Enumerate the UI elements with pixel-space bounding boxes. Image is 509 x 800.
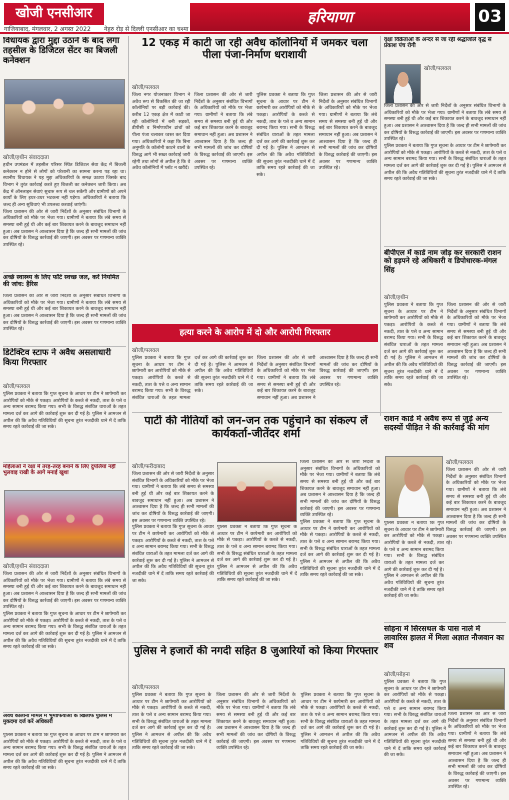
police-story-body <box>132 681 380 798</box>
article-body: पुलिस प्रवक्ता ने बताया कि गुप्त सूचना के आधार पर टीम ने छापेमारी कर आरोपियों को मौके से पकड़ा। आरोपियों के कब्जे से नकदी, ताश के पत्ते व अन्य सामान बरामद किया गया। सभी के विरुद्ध संबंधित धाराओं के तहत मामला दर्ज कर आगे की कार्रवाई शुरू कर दी गई है। पुलिस ने आमजन से अपील की कि अवैध गतिविधियों की सूचना तुरंत नजदीकी थाने में दें ताकि समय रहते कार्रवाई की जा सके। <box>132 693 212 752</box>
divider <box>3 462 126 463</box>
bpl-story-body <box>384 291 506 409</box>
page-number: 03 <box>475 3 505 31</box>
news-photo <box>448 668 505 710</box>
headline: पुलिस ने हजारों की नगदी सहित 8 जुआरियों को किया गिरफ्तार <box>133 645 379 657</box>
story-detective <box>3 348 126 378</box>
article-body: जिला प्रशासन की ओर से जारी निर्देशों के अनुसार संबंधित विभागों के अधिकारियों को मौके पर भेजा गया। ग्रामीणों ने बताया कि लंबे समय से समस्या बनी हुई थी और कई बार शिकायत करने के बावजूद समाधान नहीं हुआ। अब प्रशासन ने आश्वासन दिया है कि जल्द ही सभी मामलों की जांच कर दोषियों के विरुद्ध कार्रवाई की जाएगी। इस अवसर पर गणमान्य व्यक्ति उपस्थित रहे। <box>448 712 506 791</box>
article-body: जिला प्रशासन की ओर से जारी निर्देशों के अनुसार संबंधित विभागों के अधिकारियों को मौके पर भेजा गया। ग्रामीणों ने बताया कि लंबे समय से समस्या बनी हुई थी और कई बार शिकायत करने के बावजूद समाधान नहीं हुआ। अब प्रशासन ने आश्वासन दिया है कि जल्द ही सभी मामलों की जांच कर दोषियों के विरुद्ध कार्रवाई की जाएगी। इस अवसर पर गणमान्य व्यक्ति उपस्थित रहे। <box>446 468 506 547</box>
article-body: जिला प्रशासन की ओर से जारी निर्देशों के अनुसार संबंधित विभागों के अधिकारियों को मौके पर भेजा गया। ग्रामीणों ने बताया कि लंबे समय से समस्या बनी हुई थी और कई बार शिकायत करने के बावजूद समाधान नहीं हुआ। अब प्रशासन ने आश्वासन दिया है कि जल्द ही सभी मामलों की जांच कर दोषियों के विरुद्ध कार्रवाई की जाएगी। इस अवसर पर गणमान्य व्यक्ति उपस्थित रहे। <box>132 472 214 524</box>
article-body: जिला प्रशासन की ओर से जारी निर्देशों के अनुसार संबंधित विभागों के अधिकारियों को मौके पर भेजा गया। ग्रामीणों ने बताया कि लंबे समय से समस्या बनी हुई थी और कई बार शिकायत करने के बावजूद समाधान नहीं हुआ। अब प्रशासन ने आश्वासन दिया है कि जल्द ही सभी मामलों की जांच कर दोषियों के विरुद्ध कार्रवाई की जाएगी। इस अवसर पर गणमान्य व्यक्ति उपस्थित रहे। <box>216 693 296 752</box>
news-photo <box>4 490 125 558</box>
body-found-body-col2 <box>448 712 506 798</box>
divider <box>384 622 506 623</box>
article-body: पुलिस प्रवक्ता ने बताया कि गुप्त सूचना के आधार पर टीम ने छापेमारी कर आरोपियों को मौके से पकड़ा। आरोपियों के कब्जे से नकदी, ताश के पत्ते व अन्य सामान बरामद किया गया। सभी के विरुद्ध संबंधित धाराओं के तहत मामला दर्ज कर आगे की कार्रवाई शुरू कर दी गई है। पुलिस ने आमजन से अपील की कि अवैध गतिविधियों की सूचना तुरंत नजदीकी थाने में दें ताकि समय रहते कार्रवाई की जा सके। <box>3 733 126 772</box>
ration-story-headline <box>384 415 506 453</box>
story-right-top-body <box>384 62 506 244</box>
masthead <box>0 0 509 34</box>
ration-story-body-col2 <box>446 456 506 621</box>
byline: खोजी/फरीदाबाद <box>132 464 166 470</box>
story-detective-body <box>3 380 126 460</box>
headline: वृक्षा विक्रेताओं के अन्दर से जा रही श्रद्धांजलि वृद्ध से प्रकाश पंच रोगी <box>384 37 492 50</box>
byline: खोजी/सोहना <box>384 672 410 678</box>
story-electric-body <box>3 151 126 271</box>
portrait-photo <box>385 456 443 518</box>
headline: अवैध कॉलोनी मामले में भूमाफियाओं के खिलाफ पुलिस में मुकदमा दर्ज करें अधिकारी <box>3 714 113 725</box>
party-story-body-col3 <box>300 460 380 640</box>
headline: राशन कार्ड में अवैध रूप से जुड़े अन्य सदस्यों पीड़ित ने की कार्रवाई की मांग <box>384 415 490 432</box>
article-body: हथीन उपमंडल में तहसील परिसर स्थित डिजिटल सेवा केंद्र में बिजली कनेक्शन न होने से लोगों को परेशानी का सामना करना पड़ रहा था। स्थानीय विधायक ने यह मुद्दा अधिकारियों के समक्ष उठाया जिसके बाद विभाग ने तुरंत कार्रवाई करते हुए बिजली का कनेक्शन जारी किया। अब केंद्र में ऑनलाइन सेवाएं सुचारु रूप से चल सकेंगी और ग्रामीणों को अपने कार्यों के लिए इधर-उधर भटकना नहीं पड़ेगा। अधिकारियों ने बताया कि जल्द ही अन्य सुविधाएं भी उपलब्ध करवाई जाएंगी। <box>3 163 126 208</box>
article-body: पुलिस प्रवक्ता ने बताया कि गुप्त सूचना के आधार पर टीम ने छापेमारी कर आरोपियों को मौके से पकड़ा। आरोपियों के कब्जे से नकदी, ताश के पत्ते व अन्य सामान बरामद किया गया। सभी के विरुद्ध संबंधित धाराओं के तहत मामला दर्ज कर आगे की कार्रवाई शुरू कर दी गई है। पुलिस ने आमजन से अपील की कि अवैध गतिविधियों की सूचना तुरंत नजदीकी थाने में दें ताकि समय रहते कार्रवाई की जा सके। <box>300 519 380 579</box>
column-rule <box>128 36 129 800</box>
murder-story-banner: हत्या करने के आरोप में दो और आरोपी गिरफ्तार <box>132 324 378 342</box>
headline: डिटेक्टिव स्टाफ ने अवैध असलाधारी किया गिरफ्तार <box>3 348 111 367</box>
article-body: पुलिस प्रवक्ता ने बताया कि गुप्त सूचना के आधार पर टीम ने छापेमारी कर आरोपियों को मौके से पकड़ा। आरोपियों के कब्जे से नकदी, ताश के पत्ते व अन्य सामान बरामद किया गया। सभी के विरुद्ध संबंधित धाराओं के तहत मामला दर्ज कर आगे की कार्रवाई शुरू कर दी गई है। पुलिस ने आमजन से अपील की कि अवैध गतिविधियों की सूचना तुरंत नजदीकी थाने में दें ताकि समय रहते कार्रवाई की जा सके। <box>384 303 443 388</box>
divider <box>3 712 126 713</box>
headline: 12 एकड़ में काटी जा रही अवैध कॉलोनियों में जमकर चला पीला पंजा-निर्माण धराशायी <box>141 37 368 62</box>
article-body: पुलिस प्रवक्ता ने बताया कि गुप्त सूचना के आधार पर टीम ने छापेमारी कर आरोपियों को मौके से पकड़ा। आरोपियों के कब्जे से नकदी, ताश के पत्ते व अन्य सामान बरामद किया गया। सभी के विरुद्ध संबंधित धाराओं के तहत मामला दर्ज कर आगे की कार्रवाई शुरू कर दी गई है। पुलिस ने आमजन से अपील की कि अवैध गतिविधियों की सूचना तुरंत नजदीकी थाने में दें ताकि समय रहते कार्रवाई की जा सके। <box>384 680 446 759</box>
article-body: पुलिस प्रवक्ता ने बताया कि गुप्त सूचना के आधार पर टीम ने छापेमारी कर आरोपियों को मौके से पकड़ा। आरोपियों के कब्जे से नकदी, ताश के पत्ते व अन्य सामान बरामद किया गया। सभी के विरुद्ध संबंधित धाराओं के तहत मामला दर्ज कर आगे की कार्रवाई शुरू कर दी गई है। पुलिस ने आमजन से अपील की कि अवैध गतिविधियों की सूचना तुरंत नजदीकी थाने में दें ताकि समय रहते कार्रवाई की जा सके। <box>256 93 315 178</box>
edition-line: गाजियाबाद, मंगलवार, 2 अगस्त 2022 <box>4 26 91 33</box>
lead-story-body <box>132 81 377 321</box>
headline: महिलाओं ने रक्षा में तरह-तरह बनाने के लिए दुपलियां नहीं भुलवाइ राखी के आगे मनाई खुशा <box>3 464 116 477</box>
headline: पार्टी की नीतियों को जन-जन तक पहुंचाने का संकल्प लें कार्यकर्ता-जीतेंदर शर्मा <box>144 415 368 440</box>
article-body: जिला प्रशासन की ओर से जारी निर्देशों के अनुसार संबंधित विभागों के अधिकारियों को मौके पर भेजा गया। ग्रामीणों ने बताया कि लंबे समय से समस्या बनी हुई थी और कई बार शिकायत करने के बावजूद समाधान नहीं हुआ। अब प्रशासन ने आश्वासन दिया है कि जल्द ही सभी मामलों की जांच कर दोषियों के विरुद्ध कार्रवाई की जाएगी। इस अवसर पर गणमान्य व्यक्ति उपस्थित रहे। <box>300 460 380 519</box>
article-body: जिला प्रशासन की ओर से जारी निर्देशों के अनुसार संबंधित विभागों के अधिकारियों को मौके पर भेजा गया। ग्रामीणों ने बताया कि लंबे समय से समस्या बनी हुई थी और कई बार शिकायत करने के बावजूद समाधान नहीं हुआ। अब प्रशासन ने आश्वासन दिया है कि जल्द ही सभी मामलों की जांच कर दोषियों के विरुद्ध कार्रवाई की जाएगी। इस अवसर पर गणमान्य व्यक्ति उपस्थित रहे। <box>384 104 506 143</box>
byline: खोजी/पलवल <box>446 460 473 466</box>
story-health <box>3 274 126 292</box>
police-story-headline <box>132 645 380 679</box>
article-body: पुलिस प्रवक्ता ने बताया कि गुप्त सूचना के आधार पर टीम ने छापेमारी कर आरोपियों को मौके से पकड़ा। आरोपियों के कब्जे से नकदी, ताश के पत्ते व अन्य सामान बरामद किया गया। सभी के विरुद्ध संबंधित धाराओं के तहत मामला दर्ज कर आगे की कार्रवाई शुरू कर दी गई है। पुलिस ने आमजन से अपील की कि अवैध गतिविधियों की सूचना तुरंत नजदीकी थाने में दें ताकि समय रहते कार्रवाई की जा सके। <box>384 143 506 183</box>
article-body: पुलिस प्रवक्ता ने बताया कि गुप्त सूचना के आधार पर टीम ने छापेमारी कर आरोपियों को मौके से पकड़ा। आरोपियों के कब्जे से नकदी, ताश के पत्ते व अन्य सामान बरामद किया गया। सभी के विरुद्ध संबंधित धाराओं के तहत मामला दर्ज कर आगे की कार्रवाई शुरू कर दी गई है। पुलिस ने आमजन से अपील की कि अवैध गतिविधियों की सूचना तुरंत नजदीकी थाने में दें ताकि समय रहते कार्रवाई की जा सके। <box>217 525 297 584</box>
story-right-top <box>384 37 506 61</box>
article-body: जिला प्रशासन की ओर से जारी निर्देशों के अनुसार संबंधित विभागों के अधिकारियों को मौके पर भेजा गया। ग्रामीणों ने बताया कि लंबे समय से समस्या बनी हुई थी और कई बार शिकायत करने के बावजूद समाधान नहीं हुआ। अब प्रशासन ने आश्वासन दिया है कि जल्द ही सभी मामलों की जांच कर दोषियों के विरुद्ध कार्रवाई की जाएगी। इस अवसर पर गणमान्य व्यक्ति उपस्थित रहे। <box>3 294 126 333</box>
article-body: जिला प्रशासन की ओर से जारी निर्देशों के अनुसार संबंधित विभागों के अधिकारियों को मौके पर भेजा गया। ग्रामीणों ने बताया कि लंबे समय से समस्या बनी हुई थी और कई बार शिकायत करने के बावजूद समाधान नहीं हुआ। अब प्रशासन ने आश्वासन दिया है कि जल्द ही सभी मामलों की जांच कर दोषियों के विरुद्ध कार्रवाई की जाएगी। इस अवसर पर गणमान्य व्यक्ति उपस्थित रहे। <box>3 572 126 611</box>
divider <box>132 642 380 643</box>
article-body: जिला प्रशासन की ओर से जारी निर्देशों के अनुसार संबंधित विभागों के अधिकारियों को मौके पर भेजा गया। ग्रामीणों ने बताया कि लंबे समय से समस्या बनी हुई थी और कई बार शिकायत करने के बावजूद समाधान नहीं हुआ। अब प्रशासन ने आश्वासन दिया है कि जल्द ही सभी मामलों की जांच कर दोषियों के विरुद्ध कार्रवाई की जाएगी। इस अवसर पर गणमान्य व्यक्ति उपस्थित रहे। <box>257 356 378 401</box>
headline: विधायक द्वारा मुद्दा उठाने के बाद लगा तहसील के डिजिटल सेंटर का बिजली कनेक्शन <box>3 37 120 66</box>
tagline: नेहरु रोड़ से दिल्ली एनसीआर का चश्मा <box>104 26 189 33</box>
column-rule <box>380 36 381 416</box>
headline: बीपीएल में कार्ड नाम जोड़ कर सरकारी राशन को हड़पने रहे अधिकारी व डिपोधारक-मंगल सिंह <box>384 249 502 274</box>
ration-story-body-col1 <box>384 521 444 621</box>
news-photo <box>4 79 125 149</box>
byline: खोजी/पलवल <box>132 85 159 91</box>
bpl-story-headline <box>384 249 506 289</box>
section-title: हरियाणा <box>190 3 470 31</box>
article-body: पुलिस प्रवक्ता ने बताया कि गुप्त सूचना के आधार पर टीम ने छापेमारी कर आरोपियों को मौके से पकड़ा। आरोपियों के कब्जे से नकदी, ताश के पत्ते व अन्य सामान बरामद किया गया। सभी के विरुद्ध संबंधित धाराओं के तहत मामला दर्ज कर आगे की कार्रवाई शुरू कर दी गई है। पुलिस ने आमजन से अपील की कि अवैध गतिविधियों की सूचना तुरंत नजदीकी थाने में दें ताकि समय रहते कार्रवाई की जा सके। <box>132 525 214 584</box>
divider <box>3 346 126 347</box>
article-body: जिला नगर योजनाकार विभाग ने अवैध रूप से विकसित की जा रही कॉलोनियों पर बड़ी कार्रवाई की। करीब 12 एकड़ क्षेत्र में काटी जा रही कॉलोनियों में बनी सड़कों, डीपीसी व निर्माणाधीन ढांचों को पीला पंजा चलाकर ध्वस्त कर दिया गया। अधिकारियों ने कहा कि बिना अनुमति के कॉलोनी काटने वालों के विरुद्ध आगे भी सख्त कार्रवाई जारी रहेगी तथा लोगों से अपील है कि वे अवैध कॉलोनियों में प्लॉट न खरीदें। <box>132 93 191 172</box>
paper-logo: खोजी एनसीआर <box>4 3 104 25</box>
body-found-body <box>384 668 446 798</box>
headline: अच्छे स्वास्थ्य के लिए फॉर्ट स्वच्छ जल, करें नियमित की जांच: हैरिस <box>3 274 120 289</box>
body-found-headline <box>384 625 506 665</box>
article-body: जिला प्रशासन की ओर से जारी निर्देशों के अनुसार संबंधित विभागों के अधिकारियों को मौके पर भेजा गया। ग्रामीणों ने बताया कि लंबे समय से समस्या बनी हुई थी और कई बार शिकायत करने के बावजूद समाधान नहीं हुआ। अब प्रशासन ने आश्वासन दिया है कि जल्द ही सभी मामलों की जांच कर दोषियों के विरुद्ध कार्रवाई की जाएगी। इस अवसर पर गणमान्य व्यक्ति उपस्थित रहे। <box>318 93 377 172</box>
article-body: पुलिस प्रवक्ता ने बताया कि गुप्त सूचना के आधार पर टीम ने छापेमारी कर आरोपियों को मौके से पकड़ा। आरोपियों के कब्जे से नकदी, ताश के पत्ते व अन्य सामान बरामद किया गया। सभी के विरुद्ध संबंधित धाराओं के तहत मामला दर्ज कर आगे की कार्रवाई शुरू कर दी गई है। पुलिस ने आमजन से अपील की कि अवैध गतिविधियों की सूचना तुरंत नजदीकी थाने में दें ताकि समय रहते कार्रवाई की जा सके। <box>3 611 126 651</box>
byline: खोजी/पलवल <box>132 685 159 691</box>
story-illegal-colony-body <box>3 733 126 798</box>
story-rakhi-body <box>3 560 126 710</box>
party-story-headline <box>132 415 380 457</box>
article-body: जिला प्रशासन की ओर से जारी निर्देशों के अनुसार संबंधित विभागों के अधिकारियों को मौके पर भेजा गया। ग्रामीणों ने बताया कि लंबे समय से समस्या बनी हुई थी और कई बार शिकायत करने के बावजूद समाधान नहीं हुआ। अब प्रशासन ने आश्वासन दिया है कि जल्द ही सभी मामलों की जांच कर दोषियों के विरुद्ध कार्रवाई की जाएगी। इस अवसर पर गणमान्य व्यक्ति उपस्थित रहे। <box>194 93 253 172</box>
byline: खोजी/पलवल <box>3 384 30 390</box>
party-story-body-col1 <box>132 460 214 640</box>
story-health-body <box>3 294 126 344</box>
headline: सोहना में सिरसथल के पास नाले में लावारिस हालत में मिला अज्ञात नौजवान का शव <box>384 625 504 651</box>
byline: खोजी/हथीन <box>384 295 409 301</box>
divider <box>384 246 506 247</box>
article-body: पुलिस प्रवक्ता ने बताया कि गुप्त सूचना के आधार पर टीम ने छापेमारी कर आरोपियों को मौके से पकड़ा। आरोपियों के कब्जे से नकदी, ताश के पत्ते व अन्य सामान बरामद किया गया। सभी के विरुद्ध संबंधित धाराओं के तहत मामला दर्ज कर आगे की कार्रवाई शुरू कर दी गई है। पुलिस ने आमजन से अपील की कि अवैध गतिविधियों की सूचना तुरंत नजदीकी थाने में दें ताकि समय रहते कार्रवाई की जा सके। <box>300 693 380 752</box>
murder-story-body <box>132 344 378 409</box>
news-photo <box>217 462 297 522</box>
byline: खोजी/हथीन संवाददाता <box>3 155 49 161</box>
story-rakhi <box>3 464 126 488</box>
party-story-body-col2 <box>217 525 297 640</box>
article-body: पुलिस प्रवक्ता ने बताया कि गुप्त सूचना के आधार पर टीम ने छापेमारी कर आरोपियों को मौके से पकड़ा। आरोपियों के कब्जे से नकदी, ताश के पत्ते व अन्य सामान बरामद किया गया। सभी के विरुद्ध संबंधित धाराओं के तहत मामला दर्ज कर आगे की कार्रवाई शुरू कर दी गई है। पुलिस ने आमजन से अपील की कि अवैध गतिविधियों की सूचना तुरंत नजदीकी थाने में दें ताकि समय रहते कार्रवाई की जा सके। <box>384 521 444 600</box>
article-body: पुलिस प्रवक्ता ने बताया कि गुप्त सूचना के आधार पर टीम ने छापेमारी कर आरोपियों को मौके से पकड़ा। आरोपियों के कब्जे से नकदी, ताश के पत्ते व अन्य सामान बरामद किया गया। सभी के विरुद्ध संबंधित धाराओं के तहत मामला दर्ज कर आगे की कार्रवाई शुरू कर दी गई है। पुलिस ने आमजन से अपील की कि अवैध गतिविधियों की सूचना तुरंत नजदीकी थाने में दें ताकि समय रहते कार्रवाई की जा सके। <box>132 356 253 401</box>
byline: खोजी/पलवल <box>424 66 451 72</box>
divider <box>3 272 126 273</box>
divider <box>132 412 502 413</box>
byline: खोजी/पलवल <box>132 348 159 354</box>
article-body: जिला प्रशासन की ओर से जारी निर्देशों के अनुसार संबंधित विभागों के अधिकारियों को मौके पर भेजा गया। ग्रामीणों ने बताया कि लंबे समय से समस्या बनी हुई थी और कई बार शिकायत करने के बावजूद समाधान नहीं हुआ। अब प्रशासन ने आश्वासन दिया है कि जल्द ही सभी मामलों की जांच कर दोषियों के विरुद्ध कार्रवाई की जाएगी। इस अवसर पर गणमान्य व्यक्ति उपस्थित रहे। <box>3 209 126 248</box>
story-illegal-colony <box>3 714 126 732</box>
article-body: जिला प्रशासन की ओर से जारी निर्देशों के अनुसार संबंधित विभागों के अधिकारियों को मौके पर भेजा गया। ग्रामीणों ने बताया कि लंबे समय से समस्या बनी हुई थी और कई बार शिकायत करने के बावजूद समाधान नहीं हुआ। अब प्रशासन ने आश्वासन दिया है कि जल्द ही सभी मामलों की जांच कर दोषियों के विरुद्ध कार्रवाई की जाएगी। इस अवसर पर गणमान्य व्यक्ति उपस्थित रहे। <box>447 303 506 382</box>
byline: खोजी/हथीन संवाददाता <box>3 564 49 570</box>
article-body: पुलिस प्रवक्ता ने बताया कि गुप्त सूचना के आधार पर टीम ने छापेमारी कर आरोपियों को मौके से पकड़ा। आरोपियों के कब्जे से नकदी, ताश के पत्ते व अन्य सामान बरामद किया गया। सभी के विरुद्ध संबंधित धाराओं के तहत मामला दर्ज कर आगे की कार्रवाई शुरू कर दी गई है। पुलिस ने आमजन से अपील की कि अवैध गतिविधियों की सूचना तुरंत नजदीकी थाने में दें ताकि समय रहते कार्रवाई की जा सके। <box>3 392 126 431</box>
lead-story-headline <box>132 37 377 79</box>
story-electric <box>3 37 126 77</box>
